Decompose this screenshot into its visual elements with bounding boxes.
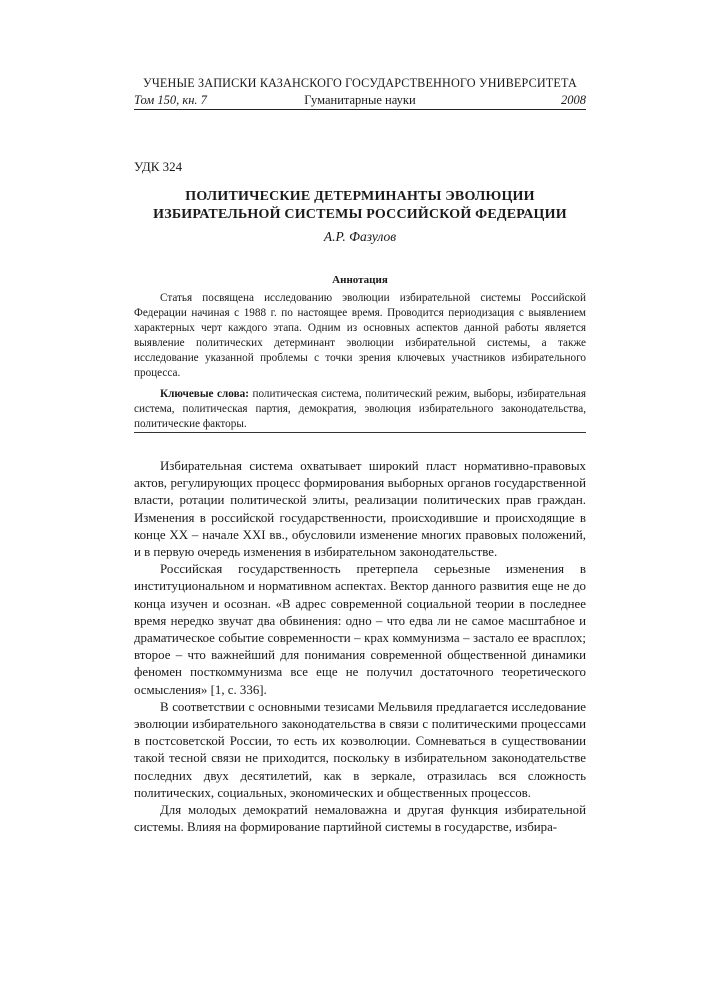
article-title	[134, 188, 586, 224]
keywords-paragraph	[134, 387, 586, 432]
title-line-1: ПОЛИТИЧЕСКИЕ ДЕТЕРМИНАНТЫ ЭВОЛЮЦИИ	[185, 189, 535, 204]
issue-meta-line	[134, 93, 586, 110]
section-name: Гуманитарные науки	[304, 93, 416, 107]
publication-year: 2008	[561, 93, 586, 107]
abstract-block	[134, 291, 586, 432]
author-name: А.Р. Фазулов	[323, 229, 397, 244]
abstract-heading: Аннотация	[332, 274, 388, 286]
abstract-text: Статья посвящена исследованию эволюции избирательной системы Российской Федерации начиная с 1988 г. по настоящее время. Проводится периодизация с выявлением характерных черт каждого этапа. Одним из основных аспектов данной работы является выявление политических детерминант эволюции избирательной системы, а также исследование указанной проблемы с точки зрения ключевых участников избирательного процесса.	[134, 292, 586, 379]
volume-number: Том 150, кн. 7	[134, 93, 207, 107]
keywords-label: Ключевые слова:	[160, 388, 249, 400]
abstract-divider	[134, 432, 586, 433]
body-paragraph-2: Российская государственность претерпела серьезные изменения в институциональном и нормативном аспектах. Вектор данного развития еще не до конца изучен и осознан. «В адрес современной социальной теории в последнее время нередко звучат два обвинения: одно – что едва ли не самое масштабное и драматическое событие современности – крах коммунизма – застало ее врасплох; второе – что важнейший для понимания современной общественной динамики феномен посткоммунизма все еще не получил достаточного теоретического осмысления» [1, с. 336].	[134, 562, 586, 697]
body-paragraph-4: Для молодых демократий немаловажна и другая функция избирательной системы. Влияя на формирование партийной системы в государстве, избира-	[134, 803, 586, 835]
body-paragraph-3: В соответствии с основными тезисами Мельвиля предлагается исследование эволюции избирательного законодательства в связи с политическими процессами в постсоветской России, то есть их коэволюции. Сомневаться в существовании такой тесной связи не приходится, поскольку в избирательном законодательстве последних двух десятилетий, как в зеркале, отразилась вся сложность политических, социальных, экономических и общественных процессов.	[134, 699, 586, 800]
article-body	[134, 458, 586, 836]
body-paragraph-1: Избирательная система охватывает широкий пласт нормативно-правовых актов, регулирующих процесс формирования выборных органов государственной власти, ротации политической элиты, реализации политических прав граждан. Изменения в российской государственности, происходившие и происходящие в конце XX – начале XXI вв., обусловили изменение многих правовых положений, и в первую очередь изменения в избирательном законодательстве.	[134, 459, 586, 560]
title-line-2: ИЗБИРАТЕЛЬНОЙ СИСТЕМЫ РОССИЙСКОЙ ФЕДЕРАЦИИ	[153, 207, 567, 222]
keywords-list: политическая система, политический режим, выборы, избирательная система, политическая партия, демократия, эволюция избирательного законодательства, политические факторы.	[134, 388, 586, 430]
udk-code: УДК 324	[134, 159, 183, 174]
journal-name: УЧЕНЫЕ ЗАПИСКИ КАЗАНСКОГО ГОСУДАРСТВЕННОГО УНИВЕРСИТЕТА	[143, 76, 577, 90]
